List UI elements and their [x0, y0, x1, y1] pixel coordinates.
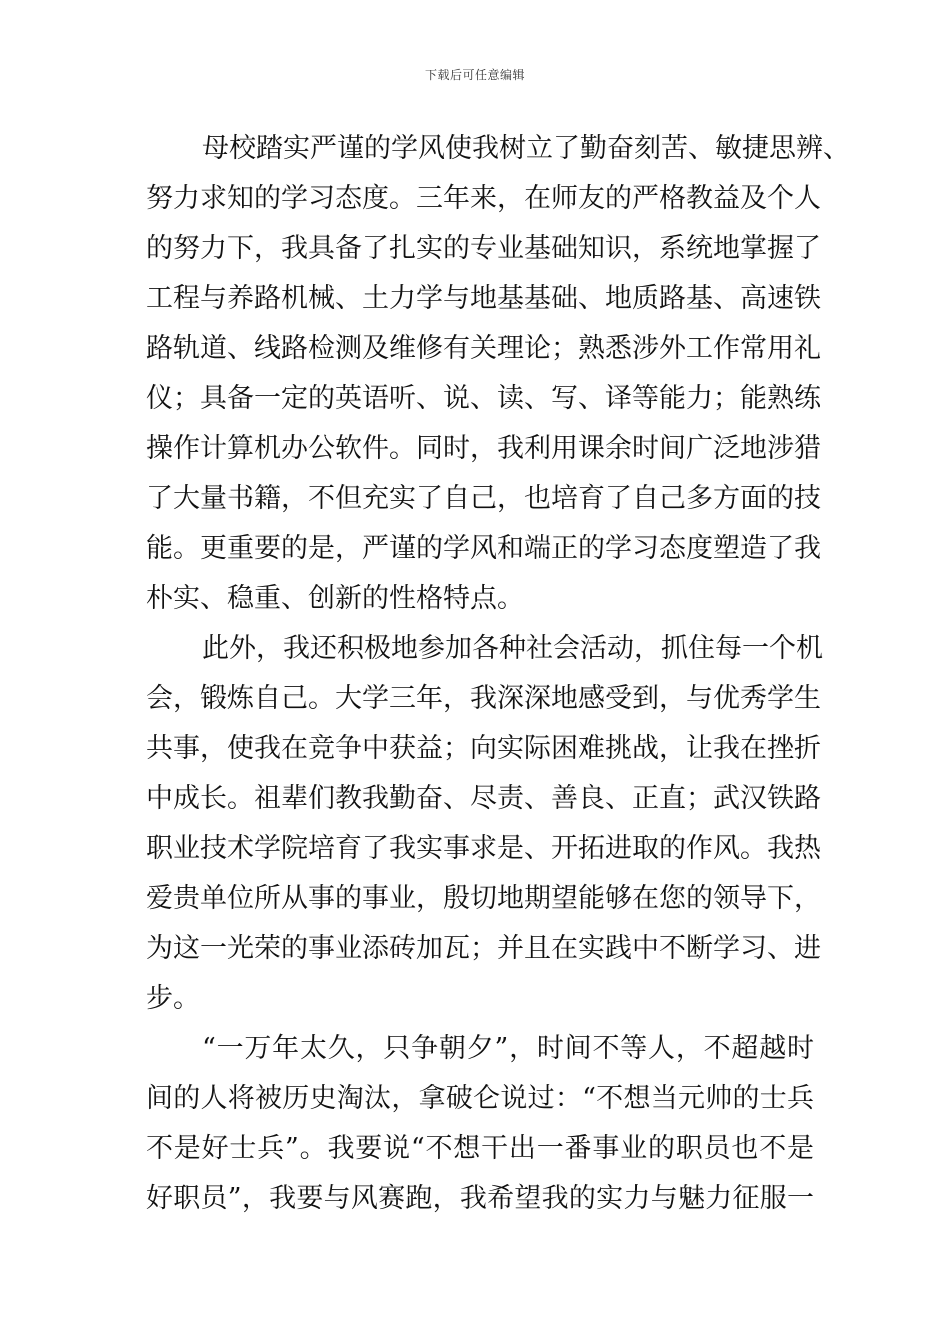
text-line: 间的人将被历史淘汰，拿破仑说过：“不想当元帅的士兵 [146, 1083, 814, 1114]
text-line: 为这一光荣的事业添砖加瓦；并且在实践中不断学习、进 [146, 933, 821, 964]
header-note: 下载后可任意编辑 [424, 68, 525, 82]
text-line: 的努力下，我具备了扎实的专业基础知识，系统地掌握了 [146, 233, 821, 264]
text-line: “一万年太久，只争朝夕”，时间不等人，不超越时 [202, 1033, 814, 1064]
text-line: 朴实、稳重、创新的性格特点。 [146, 583, 524, 614]
text-line: 共事，使我在竞争中获益；向实际困难挑战，让我在挫折 [146, 733, 821, 764]
text-line: 好职员”，我要与风赛跑，我希望我的实力与魅力征服一 [146, 1183, 814, 1214]
text-line: 路轨道、线路检测及维修有关理论；熟悉涉外工作常用礼 [146, 333, 821, 364]
text-line: 中成长。祖辈们教我勤奋、尽责、善良、正直；武汉铁路 [146, 783, 821, 814]
text-line: 母校踏实严谨的学风使我树立了勤奋刻苦、敏捷思辨、 [202, 133, 850, 164]
text-line: 能。更重要的是，严谨的学风和端正的学习态度塑造了我 [146, 533, 821, 564]
text-line: 操作计算机办公软件。同时，我利用课余时间广泛地涉猎 [146, 433, 821, 464]
paragraph-2 [146, 624, 823, 1024]
text-line: 会，锻炼自己。大学三年，我深深地感受到，与优秀学生 [146, 683, 821, 714]
text-line: 步。 [146, 983, 200, 1014]
text-line: 此外，我还积极地参加各种社会活动，抓住每一个机 [202, 633, 823, 664]
text-line: 了大量书籍，不但充实了自己，也培育了自己多方面的技 [146, 483, 821, 514]
paragraph-1 [146, 124, 850, 624]
text-line: 工程与养路机械、土力学与地基基础、地质路基、高速铁 [146, 283, 821, 314]
document-body [146, 124, 850, 1224]
text-line: 不是好士兵”。我要说“不想干出一番事业的职员也不是 [146, 1133, 814, 1164]
text-line: 爱贵单位所从事的事业，殷切地期望能够在您的领导下， [146, 883, 821, 914]
text-line: 仪；具备一定的英语听、说、读、写、译等能力；能熟练 [146, 383, 821, 414]
text-line: 努力求知的学习态度。三年来，在师友的严格教益及个人 [146, 183, 821, 214]
paragraph-3 [146, 1024, 814, 1224]
text-line: 职业技术学院培育了我实事求是、开拓进取的作风。我热 [146, 833, 821, 864]
